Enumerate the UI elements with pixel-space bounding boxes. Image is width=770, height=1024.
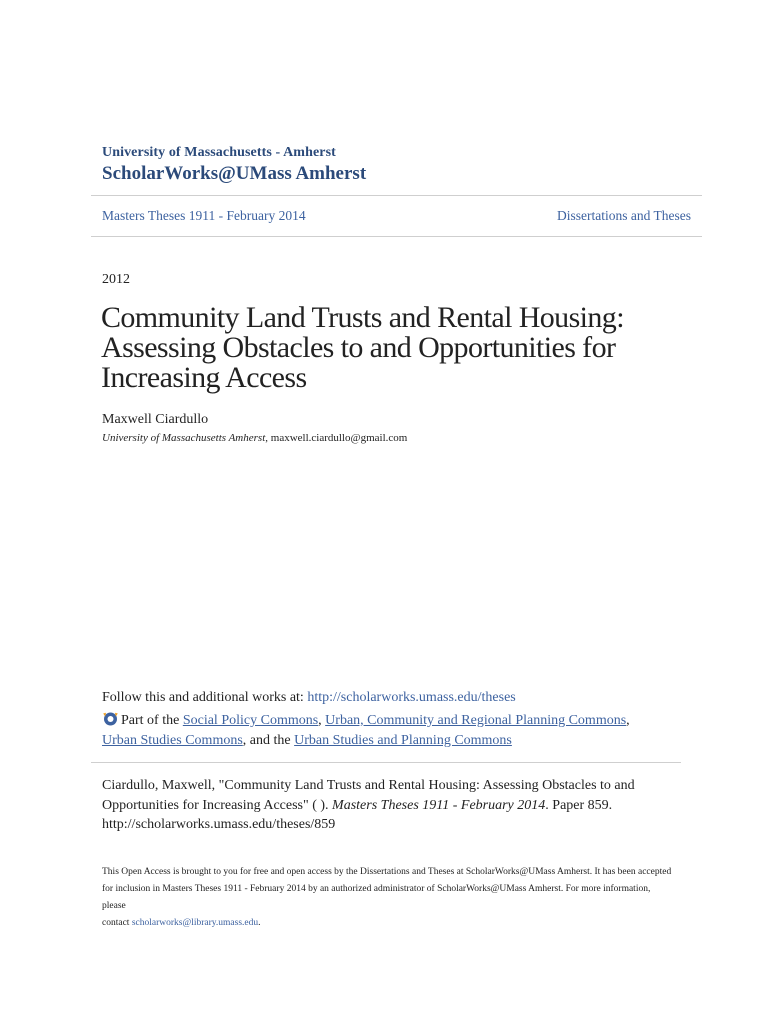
author-name: Maxwell Ciardullo (102, 412, 209, 427)
open-access-notice: This Open Access is brought to you for free and open access by the Dissertations and Theses at ScholarWorks@UMass Amherst. It has been accepted for inclusion in Masters Theses 1911 - February 2014 by an authorized administrator of ScholarWorks@UMass Amherst. For more information, please contact scholarworks@library.umass.edu. (102, 867, 672, 928)
citation-url: http://scholarworks.umass.edu/theses/859 (102, 817, 336, 832)
social-policy-commons-link[interactable]: Social Policy Commons (182, 713, 319, 728)
repository-name: ScholarWorks@UMass Amherst (102, 163, 367, 184)
open-access-icon (102, 710, 119, 727)
publication-year: 2012 (102, 272, 130, 287)
part-of-commons: Part of the Social Policy Commons, Urban, Community and Regional Planning Commons, Urban Studies Commons, and the Urban Studies and Planning Commons (102, 710, 662, 750)
title-line-1: Community Land Trusts and Rental Housing: (101, 301, 624, 334)
title-line-2: Assessing Obstacles to and Opportunities for (101, 331, 616, 364)
masters-theses-link[interactable]: Masters Theses 1911 - February 2014 (102, 208, 306, 223)
part-of-prefix: Part of the (121, 713, 183, 728)
follow-text: Follow this and additional works at: (102, 690, 308, 705)
nav-divider (91, 236, 702, 237)
author-affiliation: University of Massachusetts Amherst, maxwell.ciardullo@gmail.com (102, 432, 408, 444)
affiliation-name: University of Massachusetts Amherst (102, 432, 266, 444)
dissertations-link[interactable]: Dissertations and Theses (557, 208, 691, 223)
follow-line (102, 690, 516, 706)
author-email: maxwell.ciardullo@gmail.com (270, 432, 408, 444)
citation: Ciardullo, Maxwell, "Community Land Trusts and Rental Housing: Assessing Obstacles to and Opportunities for Increasing Access" ( ). Masters Theses 1911 - February 2014. Paper 859. http://scholarworks.umass.edu/theses/859 (102, 778, 635, 832)
paper-title (101, 303, 681, 393)
urban-studies-planning-commons-link[interactable]: Urban Studies and Planning Commons (294, 732, 512, 748)
top-divider (91, 195, 702, 196)
citation-line-1: Ciardullo, Maxwell, "Community Land Trusts and Rental Housing: Assessing Obstacles to and (102, 778, 635, 793)
university-name: University of Massachusetts - Amherst (102, 145, 336, 160)
theses-url-link[interactable]: http://scholarworks.umass.edu/theses (307, 690, 516, 705)
urban-community-regional-planning-commons-link[interactable]: Urban, Community and Regional Planning Commons (325, 713, 627, 728)
citation-series: Masters Theses 1911 - February 2014 (332, 797, 546, 813)
urban-studies-commons-link[interactable]: Urban Studies Commons (102, 732, 243, 748)
citation-divider (91, 762, 681, 763)
contact-email-link[interactable]: scholarworks@library.umass.edu (131, 918, 259, 928)
title-line-3: Increasing Access (101, 361, 307, 394)
